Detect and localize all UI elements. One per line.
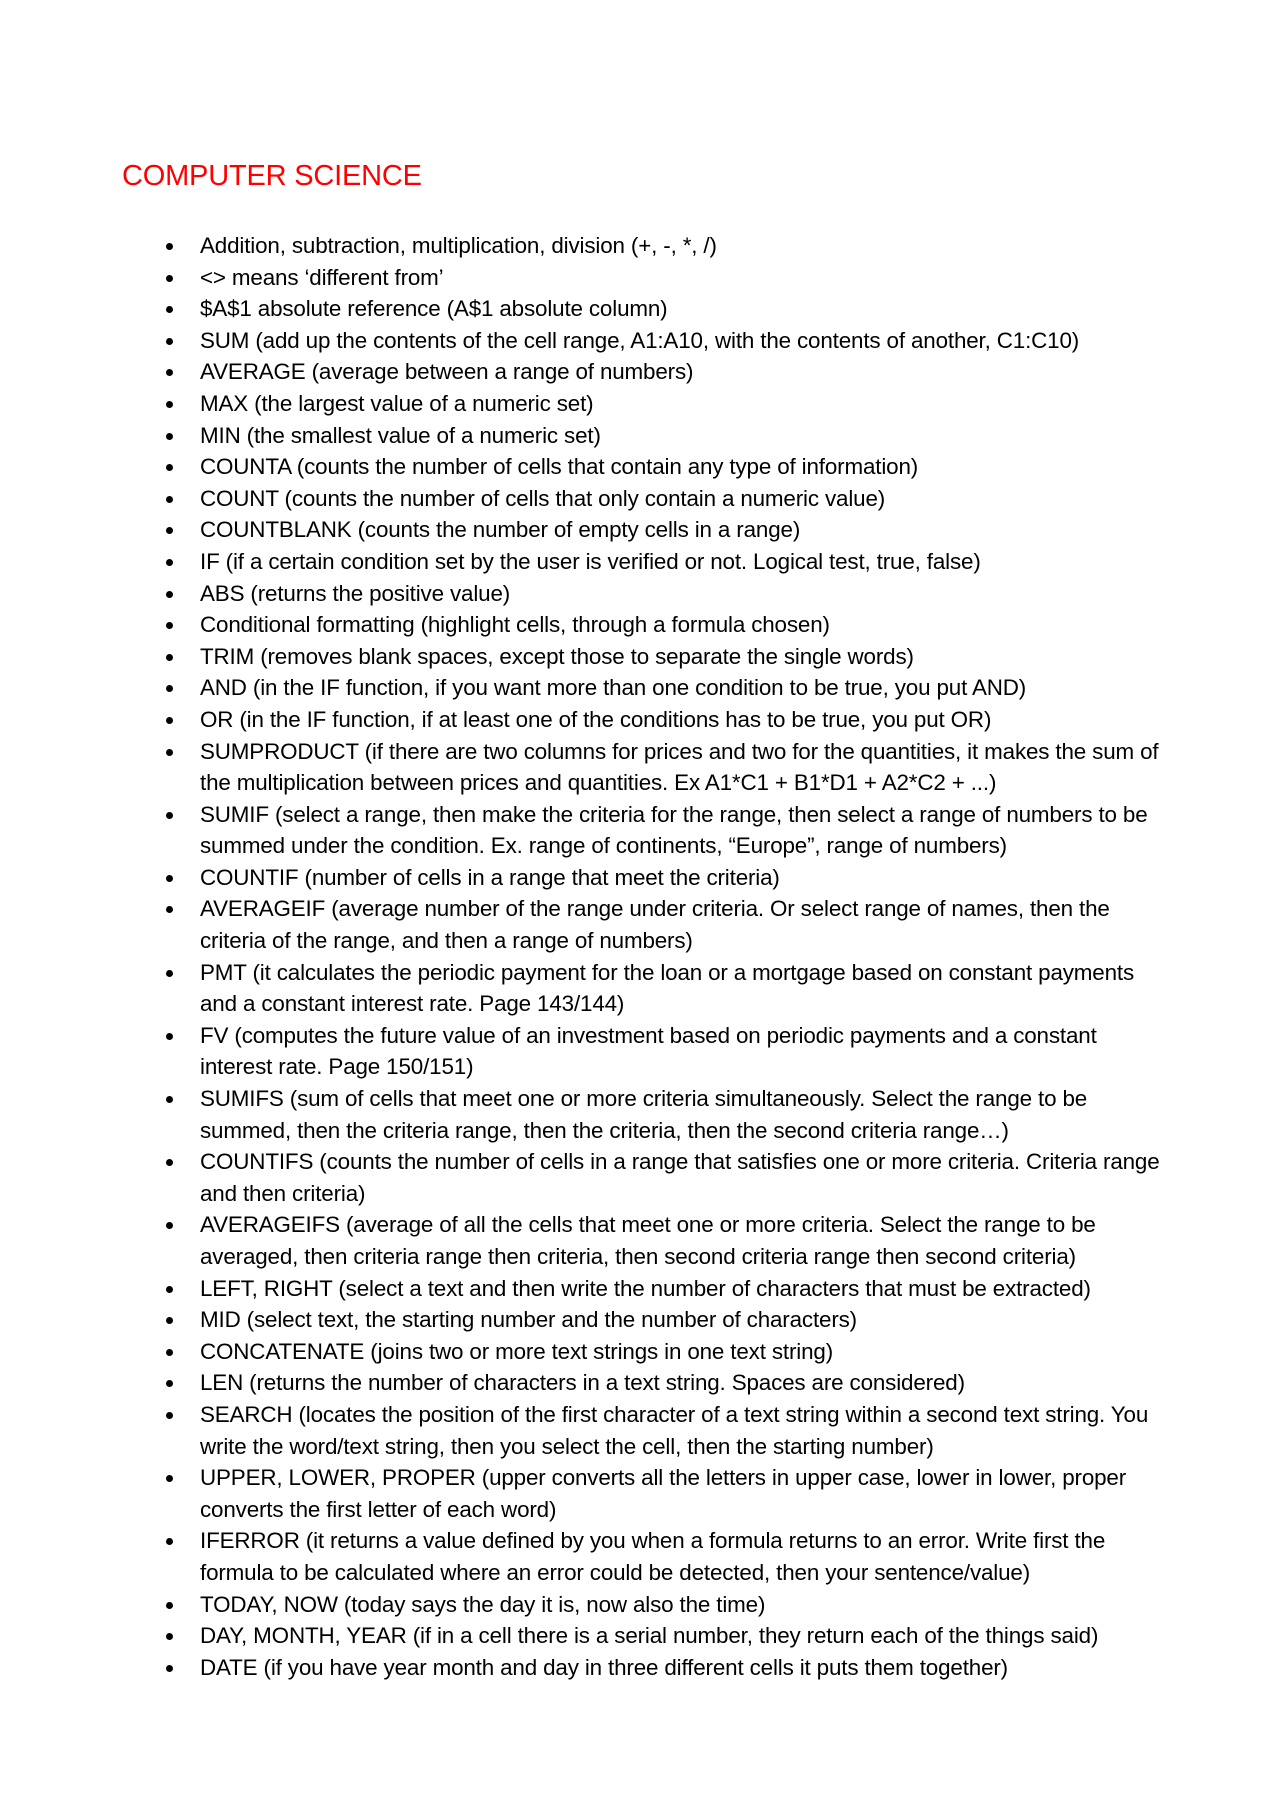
bullet-icon — [166, 1317, 173, 1324]
bullet-icon — [166, 338, 173, 345]
bullet-icon — [166, 306, 173, 313]
list-item — [0, 1209, 1170, 1272]
bullet-icon — [166, 591, 173, 598]
list-item — [0, 262, 1170, 294]
bullet-icon — [166, 401, 173, 408]
bullet-icon — [166, 906, 173, 913]
list-item — [0, 514, 1170, 546]
list-item-text: MIN (the smallest value of a numeric set) — [200, 422, 601, 448]
list-item-text: MAX (the largest value of a numeric set) — [200, 390, 594, 416]
bullet-icon — [166, 1096, 173, 1103]
bullet-icon — [166, 622, 173, 629]
bullet-icon — [166, 1602, 173, 1609]
list-item — [0, 704, 1170, 736]
list-item-text: ABS (returns the positive value) — [200, 580, 511, 606]
list-item — [0, 325, 1170, 357]
list-item-text: COUNTIF (number of cells in a range that meet the criteria) — [200, 864, 780, 890]
bullet-icon — [166, 1380, 173, 1387]
list-item-text: $A$1 absolute reference (A$1 absolute column) — [200, 296, 668, 322]
list-item-text: SUM (add up the contents of the cell range, A1:A10, with the contents of another, C1:C10) — [200, 327, 1080, 353]
function-bullet-list — [0, 230, 1280, 1683]
list-item-text: AVERAGE (average between a range of numbers) — [200, 359, 694, 385]
list-item — [0, 957, 1170, 1020]
document-title: COMPUTER SCIENCE — [122, 160, 422, 192]
list-item-text: IF (if a certain condition set by the user is verified or not. Logical test, true, false) — [200, 548, 981, 574]
list-item-text: Addition, subtraction, multiplication, division (+, -, *, /) — [200, 233, 717, 258]
list-item — [0, 1589, 1170, 1621]
bullet-icon — [166, 275, 173, 282]
list-item-text: SUMPRODUCT (if there are two columns for prices and two for the quantities, it makes the sum of the multiplication between prices and quantities. Ex A1*C1 + B1*D1 + A2*C2 + ...) — [200, 738, 1159, 796]
list-item — [0, 1652, 1170, 1684]
bullet-icon — [166, 433, 173, 440]
bullet-icon — [166, 243, 173, 250]
bullet-icon — [166, 559, 173, 566]
list-item — [0, 893, 1170, 956]
list-item — [0, 736, 1170, 799]
list-item — [0, 293, 1170, 325]
bullet-icon — [166, 654, 173, 661]
list-item-text: FV (computes the future value of an investment based on periodic payments and a constant interest rate. Page 150/151) — [200, 1022, 1097, 1080]
list-item-text: AVERAGEIF (average number of the range under criteria. Or select range of names, then the criteria of the range, and then a range of numbers) — [200, 896, 1110, 954]
list-item — [0, 641, 1170, 673]
list-item — [0, 1462, 1170, 1525]
list-item — [0, 451, 1170, 483]
list-item — [0, 1304, 1170, 1336]
bullet-icon — [166, 496, 173, 503]
bullet-icon — [166, 1159, 173, 1166]
list-item-text: AND (in the IF function, if you want more than one condition to be true, you put AND) — [200, 675, 1027, 701]
list-item-text: TRIM (removes blank spaces, except those to separate the single words) — [200, 643, 914, 669]
bullet-icon — [166, 1349, 173, 1356]
bullet-icon — [166, 464, 173, 471]
list-item — [0, 1336, 1170, 1368]
bullet-icon — [166, 1633, 173, 1640]
bullet-icon — [166, 1475, 173, 1482]
list-item — [0, 388, 1170, 420]
bullet-icon — [166, 527, 173, 534]
list-item-text: COUNTA (counts the number of cells that contain any type of information) — [200, 454, 919, 480]
list-item-text: SUMIF (select a range, then make the criteria for the range, then select a range of numbers to be summed under the condition. Ex. range of continents, “Europe”, range of numbers) — [200, 801, 1148, 859]
bullet-icon — [166, 1286, 173, 1293]
bullet-icon — [166, 749, 173, 756]
list-item-text: PMT (it calculates the periodic payment for the loan or a mortgage based on constant payments and a constant interest rate. Page 143/144) — [200, 959, 1135, 1017]
list-item-text: COUNT (counts the number of cells that only contain a numeric value) — [200, 485, 886, 511]
list-item — [0, 1620, 1170, 1652]
bullet-icon — [166, 970, 173, 977]
bullet-icon — [166, 717, 173, 724]
bullet-icon — [166, 369, 173, 376]
list-item-text: CONCATENATE (joins two or more text strings in one text string) — [200, 1338, 834, 1364]
list-item — [0, 1273, 1170, 1305]
bullet-icon — [166, 1222, 173, 1229]
list-item-text: MID (select text, the starting number and the number of characters) — [200, 1307, 857, 1333]
bullet-icon — [166, 1665, 173, 1672]
list-item — [0, 420, 1170, 452]
list-item-text: Conditional formatting (highlight cells, through a formula chosen) — [200, 612, 830, 638]
list-item — [0, 1020, 1170, 1083]
list-item-text: <> means ‘different from’ — [200, 264, 444, 290]
list-item-text: LEN (returns the number of characters in a text string. Spaces are considered) — [200, 1370, 965, 1396]
list-item — [0, 1367, 1170, 1399]
list-item — [0, 356, 1170, 388]
bullet-icon — [166, 1538, 173, 1545]
list-item-text: LEFT, RIGHT (select a text and then write the number of characters that must be extracted) — [200, 1275, 1091, 1301]
list-item-text: SUMIFS (sum of cells that meet one or more criteria simultaneously. Select the range to be summed, then the criteria range, then the criteria, then the second criteria range…) — [200, 1086, 1088, 1143]
list-item-text: OR (in the IF function, if at least one of the conditions has to be true, you put OR) — [200, 706, 992, 732]
list-item-text: IFERROR (it returns a value defined by you when a formula returns to an error. Write first the formula to be calculated where an error could be detected, then your sentence/value) — [200, 1528, 1106, 1585]
list-item-text: UPPER, LOWER, PROPER (upper converts all the letters in upper case, lower in lower, proper converts the first letter of each word) — [200, 1465, 1127, 1522]
bullet-icon — [166, 812, 173, 819]
bullet-icon — [166, 1412, 173, 1419]
list-item-text: SEARCH (locates the position of the first character of a text string within a second text string. You write the word/text string, then you select the cell, then the starting number) — [200, 1401, 1149, 1459]
list-item — [0, 1083, 1170, 1146]
list-item — [0, 1525, 1170, 1588]
list-item — [0, 483, 1170, 515]
list-item — [0, 578, 1170, 610]
list-item — [0, 862, 1170, 894]
list-item-text: TODAY, NOW (today says the day it is, now also the time) — [200, 1591, 766, 1617]
list-item — [0, 230, 1170, 262]
list-item — [0, 1146, 1170, 1209]
bullet-icon — [166, 685, 173, 692]
list-item-text: AVERAGEIFS (average of all the cells that meet one or more criteria. Select the range to be averaged, then criteria range then criteria, then second criteria range then second criteria) — [200, 1212, 1096, 1269]
list-item-text: COUNTIFS (counts the number of cells in a range that satisfies one or more criteria. Criteria range and then criteria) — [200, 1149, 1160, 1206]
list-item — [0, 546, 1170, 578]
list-item-text: COUNTBLANK (counts the number of empty cells in a range) — [200, 517, 801, 543]
list-item — [0, 1399, 1170, 1462]
list-item-text: DATE (if you have year month and day in three different cells it puts them together) — [200, 1654, 1008, 1680]
list-item-text: DAY, MONTH, YEAR (if in a cell there is a serial number, they return each of the things said) — [200, 1623, 1099, 1649]
list-item — [0, 672, 1170, 704]
bullet-icon — [166, 1033, 173, 1040]
bullet-icon — [166, 875, 173, 882]
list-item — [0, 799, 1170, 862]
list-item — [0, 609, 1170, 641]
